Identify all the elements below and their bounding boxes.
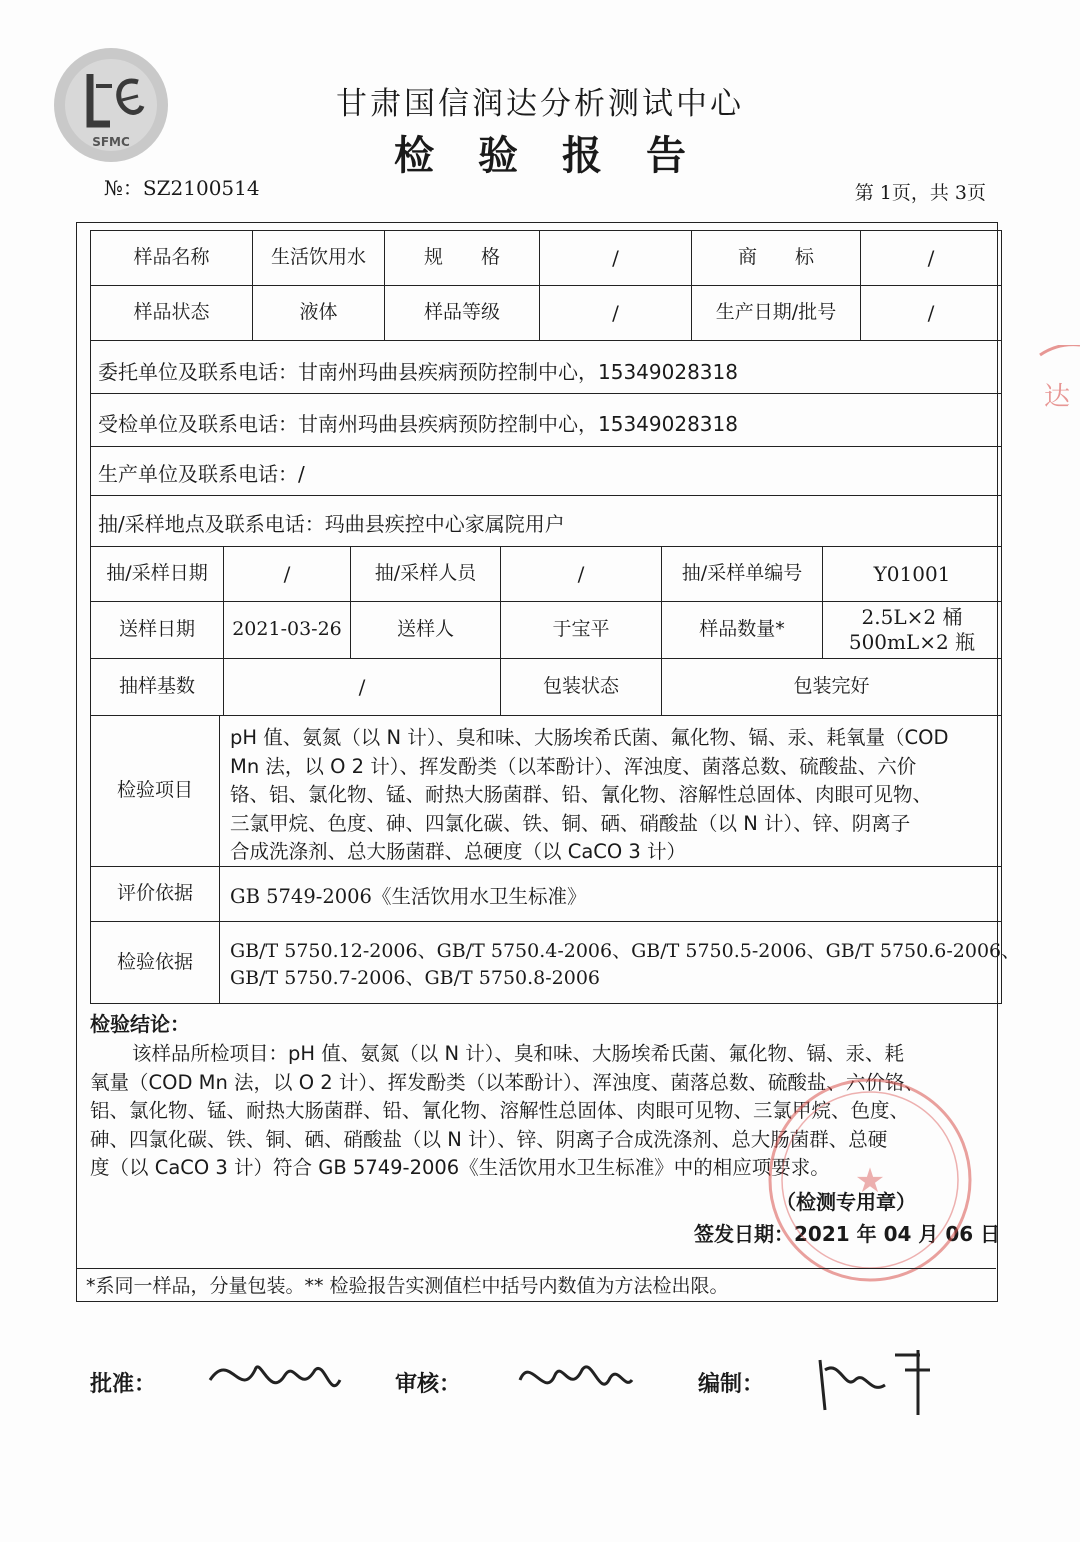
sample-name-value: 生活饮用水	[270, 246, 366, 269]
sampling-base-value: /	[358, 674, 366, 699]
conclusion-line: 该样品所检项目：pH 值、氨氮（以 N 计）、臭和味、大肠埃希氏菌、氟化物、镉、汞、耗	[132, 1042, 904, 1065]
prepare-label: 编制：	[698, 1372, 765, 1397]
spec-value: /	[612, 245, 619, 270]
approve-label: 批准：	[90, 1372, 157, 1397]
conclusion-label: 检验结论：	[90, 1012, 190, 1036]
date-batch-label: 生产日期/批号	[715, 301, 837, 324]
sample-qty-value	[822, 601, 1002, 659]
sampling-date-label: 抽/采样日期	[106, 562, 208, 585]
delivery-date-label: 送样日期	[118, 618, 195, 641]
sample-name-label: 样品名称	[133, 246, 210, 269]
brand-value: /	[927, 245, 935, 270]
svg-text:达: 达	[1044, 382, 1071, 412]
test-items-line: 铬、铝、氯化物、锰、耐热大肠菌群、铅、氰化物、溶解性总固体、肉眼可见物、	[230, 783, 933, 806]
sampling-person-value: /	[577, 561, 585, 586]
method-line: GB/T 5750.7-2006、GB/T 5750.8-2006	[230, 967, 601, 989]
issue-date: 签发日期：2021 年 04 月 06 日	[694, 1222, 1001, 1246]
sampling-place: 抽/采样地点及联系电话：玛曲县疾控中心家属院用户	[98, 512, 565, 536]
inspected-info: 受检单位及联系电话：甘南州玛曲县疾病预防控制中心，15349028318	[98, 412, 738, 436]
report-number: №：SZ2100514	[104, 176, 260, 200]
review-label: 审核：	[395, 1372, 462, 1397]
sampling-no-label: 抽/采样单编号	[681, 562, 803, 585]
org-name: 甘肃国信润达分析测试中心	[336, 86, 744, 122]
conclusion-line: 氧量（COD Mn 法，以 O 2 计）、挥发酚类（以苯酚计）、浑浊度、菌落总数、硫酸盐、六价铬、	[90, 1070, 924, 1094]
method-value	[230, 938, 1020, 992]
svg-text:★: ★	[854, 1161, 886, 1201]
seam-stamp	[1030, 345, 1080, 459]
package-state-value: 包装完好	[793, 675, 870, 698]
sample-qty-line1: 2.5L×2 桶	[861, 605, 963, 629]
conclusion-line: 砷、四氯化碳、铁、铜、硒、硝酸盐（以 N 计）、锌、阴离子合成洗涤剂、总大肠菌群、总硬	[90, 1127, 888, 1151]
logo-text: SFMC	[92, 135, 130, 149]
test-items-line: pH 值、氨氮（以 N 计）、臭和味、大肠埃希氏菌、氟化物、镉、汞、耗氧量（COD	[230, 726, 949, 749]
deliverer-label: 送样人	[396, 618, 454, 641]
spec-label: 规 格	[423, 246, 500, 269]
deliverer-value: 于宝平	[552, 618, 610, 641]
sampling-no-value: Y01001	[873, 561, 951, 586]
sampling-base-label: 抽样基数	[118, 675, 195, 698]
brand-label: 商 标	[737, 246, 814, 269]
page-info: 第 1页，共 3页	[854, 182, 986, 204]
evaluation-value: GB 5749-2006《生活饮用水卫生标准》	[230, 885, 587, 908]
delivery-date-value: 2021-03-26	[232, 618, 342, 641]
review-signature	[510, 1350, 640, 1414]
sample-state-value: 液体	[299, 301, 338, 324]
test-items-line: 三氯甲烷、色度、砷、四氯化碳、铁、铜、硒、硝酸盐（以 N 计）、锌、阴离子	[230, 811, 911, 835]
report-title: 检验报告	[394, 132, 730, 179]
test-items-label: 检验项目	[116, 779, 193, 802]
date-batch-value: /	[927, 300, 935, 325]
sample-qty-label: 样品数量*	[699, 618, 785, 641]
method-label: 检验依据	[116, 950, 193, 973]
footnote: *系同一样品，分量包装。** 检验报告实测值栏中括号内数值为方法检出限。	[86, 1275, 729, 1297]
sampling-date-value: /	[283, 561, 291, 586]
stamp-note: （检测专用章）	[776, 1190, 916, 1214]
conclusion-line: 铝、氯化物、锰、耐热大肠菌群、铅、氰化物、溶解性总固体、肉眼可见物、三氯甲烷、色度、	[90, 1099, 910, 1122]
test-items-list	[230, 724, 948, 867]
package-state-label: 包装状态	[542, 675, 619, 698]
sample-grade-value: /	[612, 300, 619, 325]
evaluation-label: 评价依据	[116, 882, 193, 905]
test-items-line: Mn 法，以 O 2 计）、挥发酚类（以苯酚计）、浑浊度、菌落总数、硫酸盐、六价	[230, 754, 917, 778]
sample-qty-line2: 500mL×2 瓶	[848, 630, 976, 654]
method-line: GB/T 5750.12-2006、GB/T 5750.4-2006、GB/T 5750.5-2006、GB/T 5750.6-2006、	[230, 940, 1021, 962]
approve-signature	[200, 1340, 350, 1424]
prepare-signature	[810, 1340, 950, 1424]
conclusion-line: 度（以 CaCO 3 计）符合 GB 5749-2006《生活饮用水卫生标准》中的相应项要求。	[90, 1156, 830, 1179]
sample-state-label: 样品状态	[133, 301, 210, 324]
producer-info: 生产单位及联系电话：/	[98, 462, 305, 486]
test-items-line: 合成洗涤剂、总大肠菌群、总硬度（以 CaCO 3 计）	[230, 840, 687, 863]
sampling-person-label: 抽/采样人员	[374, 562, 477, 585]
client-info: 委托单位及联系电话：甘南州玛曲县疾病预防控制中心，15349028318	[98, 360, 738, 384]
sample-grade-label: 样品等级	[423, 301, 500, 324]
